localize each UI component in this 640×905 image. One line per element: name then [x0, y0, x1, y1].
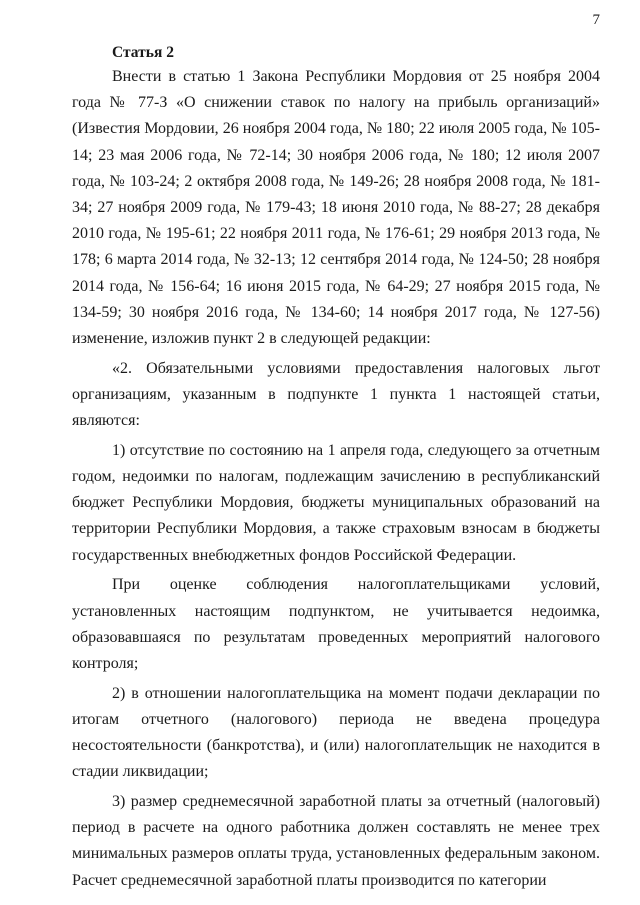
article-heading: Статья 2: [112, 44, 174, 61]
paragraph-subpoint-1: 1) отсутствие по состоянию на 1 апреля года, следующего за отчетным годом, недоимки по налогам, подлежащим зачислению в республиканский бюджет Республики Мордовия, бюджеты муниципальных образований на территории Республики Мордовия, а также страховым взносам в бюджеты государственных внебюджетных фондов Российской Федерации.: [72, 441, 600, 564]
article-body: [72, 64, 600, 894]
page-number: 7: [592, 12, 600, 28]
paragraph-subpoint-3: 3) размер среднемесячной заработной платы за отчетный (налоговый) период в расчете на одного работника должен составлять не менее трех минимальных размеров оплаты труда, установленных федеральным законом. Расчет среднемесячной заработной платы производится по категории: [72, 792, 600, 889]
paragraph-point-2: «2. Обязательными условиями предоставления налоговых льгот организациям, указанным в подпункте 1 пункта 1 настоящей статьи, являются:: [72, 359, 600, 430]
paragraph-subpoint-1-note: При оценке соблюдения налогоплательщиками условий, установленных настоящим подпунктом, не учитывается недоимка, образовавшаяся по результатам проведенных мероприятий налогового контроля;: [72, 576, 600, 672]
paragraph-subpoint-2: 2) в отношении налогоплательщика на момент подачи декларации по итогам отчетного (налогового) периода не введена процедура несостоятельности (банкротства), и (или) налогоплательщик не находится в стадии ликвидации;: [72, 684, 600, 781]
paragraph-amendment-intro: Внести в статью 1 Закона Республики Мордовия от 25 ноября 2004 года № 77-З «О снижении ставок по налогу на прибыль организаций» (Известия Мордовии, 26 ноября 2004 года, № 180; 22 июля 2005 года, № 105-14; 23 мая 2006 года, № 72-14; 30 ноября 2006 года, № 180; 12 июля 2007 года, № 103-24; 2 октября 2008 года, № 149-26; 28 ноября 2008 года, № 181-34; 27 ноября 2009 года, № 179-43; 18 июня 2010 года, № 88-27; 28 декабря 2010 года, № 195-61; 22 ноября 2011 года, № 176-61; 29 ноября 2013 года, № 178; 6 марта 2014 года, № 32-13; 12 сентября 2014 года, № 124-50; 28 ноября 2014 года, № 156-64; 16 июня 2015 года, № 64-29; 27 ноября 2015 года, № 134-59; 30 ноября 2016 года, № 134-60; 14 ноября 2017 года, № 127-56) изменение, изложив пункт 2 в следующей редакции:: [72, 68, 600, 348]
